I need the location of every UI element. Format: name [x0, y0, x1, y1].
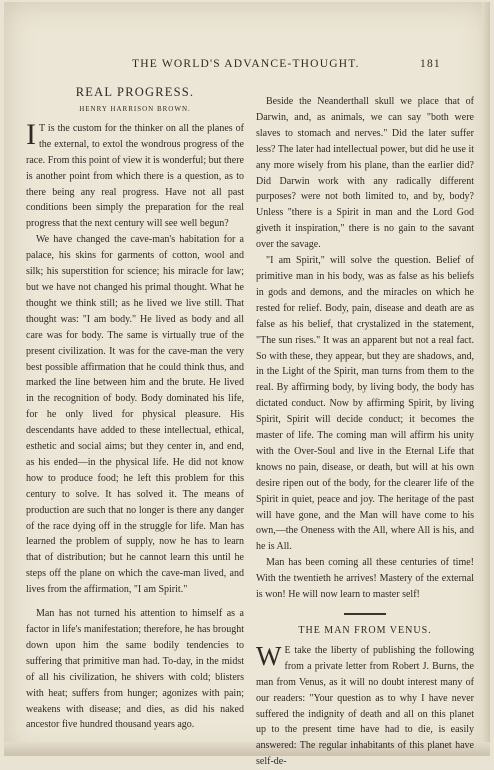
right-column — [256, 94, 474, 770]
article-paragraph: W E take the liberty of publishing the following from a private letter from Robert J. Burns, the man from Venus, as it will no doubt interest many of our readers: "Your question as to why I have never suffered the indignity of death and all on this planet up to the present time have had to die, is easily answered: The regular inhabitants of this planet have self-de- — [256, 640, 474, 768]
article-paragraph: I T is the custom for the thinker on all the planes of the external, to extol the wondrous progress of the race. From this point of view it is wonderful; but there is another point from which there is a question, as to there being any real progress. Have not all past conditions been simply the preparation for the real progress that the next century will see well begun? — [26, 117, 244, 230]
page-edge-right — [482, 2, 490, 756]
article-paragraph: "I am Spirit," will solve the question. Belief of primitive man in his body, was as false as his beliefs in gods and demons, and the miracles on which he rested for relief. Body, pain, disease and death are as false as his belief, that crystalized in the statement, "The sun rises." It was an apparent but not a real fact. So with these, they appear, but they are shadows, and, in the Light of the Spirit, man turns from them to the real. By affirming body, by living body, the body has dictated conduct. Now by affirming Spirit, by living Spirit, Spirit will decide conduct; it becomes the master of life. The coming man will affirm his unity with the Over-Soul and live in the Eternal Life that knows no pain, disease, or death, but will at his own desire ripen out of the body, for the clearer life of the Spirit in quiet, peace and joy. The heritage of the past will have gone, and the Man will have come to his own,—the Oneness with the All, where All is his, and he is All. — [256, 255, 474, 553]
left-column — [26, 84, 244, 733]
article-paragraph: Beside the Neanderthall skull we place that of Darwin, and, as animals, we can say "both were slaves to stomach and nerves." Did the later suffer less? The later had intellectual power, but did he use it any more wisely from his plane, than the earlier did? Did Darwin work with any radically different purposes? were not both limited to, and by, body? Unless "there is a Spirit in man and the Lord God giveth it inspiration," there is no gain to the savant over the savage. — [256, 96, 474, 251]
running-title: THE WORLD'S ADVANCE-THOUGHT. — [132, 58, 360, 70]
book-page — [4, 2, 490, 768]
section-divider — [344, 613, 386, 615]
article-title-real-progress: REAL PROGRESS. — [75, 85, 195, 99]
article-paragraph: Man has not turned his attention to himself as a factor in life's manifestation; therefore, he has brought down upon him the same bodily tendencies to suffering that primitive man had. To-day, in the midst of all his civilization, he shivers with cold; blisters with heat; suffers from hunger; agonizes with pain; weakens with disease; and dies, as did his naked ancestor five hundred thousand years ago. — [26, 608, 244, 731]
article-paragraph: We have changed the cave-man's habitation for a palace, his skins for garments of cotton, wool and silk; his superstition for science; his miracle for law; but we have not changed his primal thought. What he thought we think still; as he lived we live still. That thought was: "I am body." He lived as body and all care was for body. The same is virtually true of the present civilization. It was for the cave-man the very best possible affirmation that he could think thus, and marked the line between him and the brute. He lived in the recognition of body. Body dominated his life, for he only lived for physical pleasure. His descendants have added to these intellectual, ethical, esthetic and social aims; but they center in, and end, as his ended—in the physical life. He did not know how to produce food; he left this problem for this century to solve. It has solved it. The means of production are such that no longer is there any danger of the race dying off in the struggle for life. Man has learned the problem of supply, now he has to learn that of distribution; but he cannot learn this until he steps off the plane on which the cave-man lived, and lives from the affirmation, "I am Spirit." — [26, 234, 244, 596]
article-title-man-from-venus: THE MAN FROM VENUS. — [298, 625, 432, 636]
article-byline: HENRY HARRISON BROWN. — [79, 105, 191, 113]
article-paragraph: Man has been coming all these centuries of time! With the twentieth he arrives! Mastery of the external is won! He will now learn to master self! — [256, 557, 474, 601]
page-number: 181 — [420, 58, 441, 70]
drop-cap: I — [26, 117, 36, 151]
drop-cap: W — [256, 640, 282, 671]
